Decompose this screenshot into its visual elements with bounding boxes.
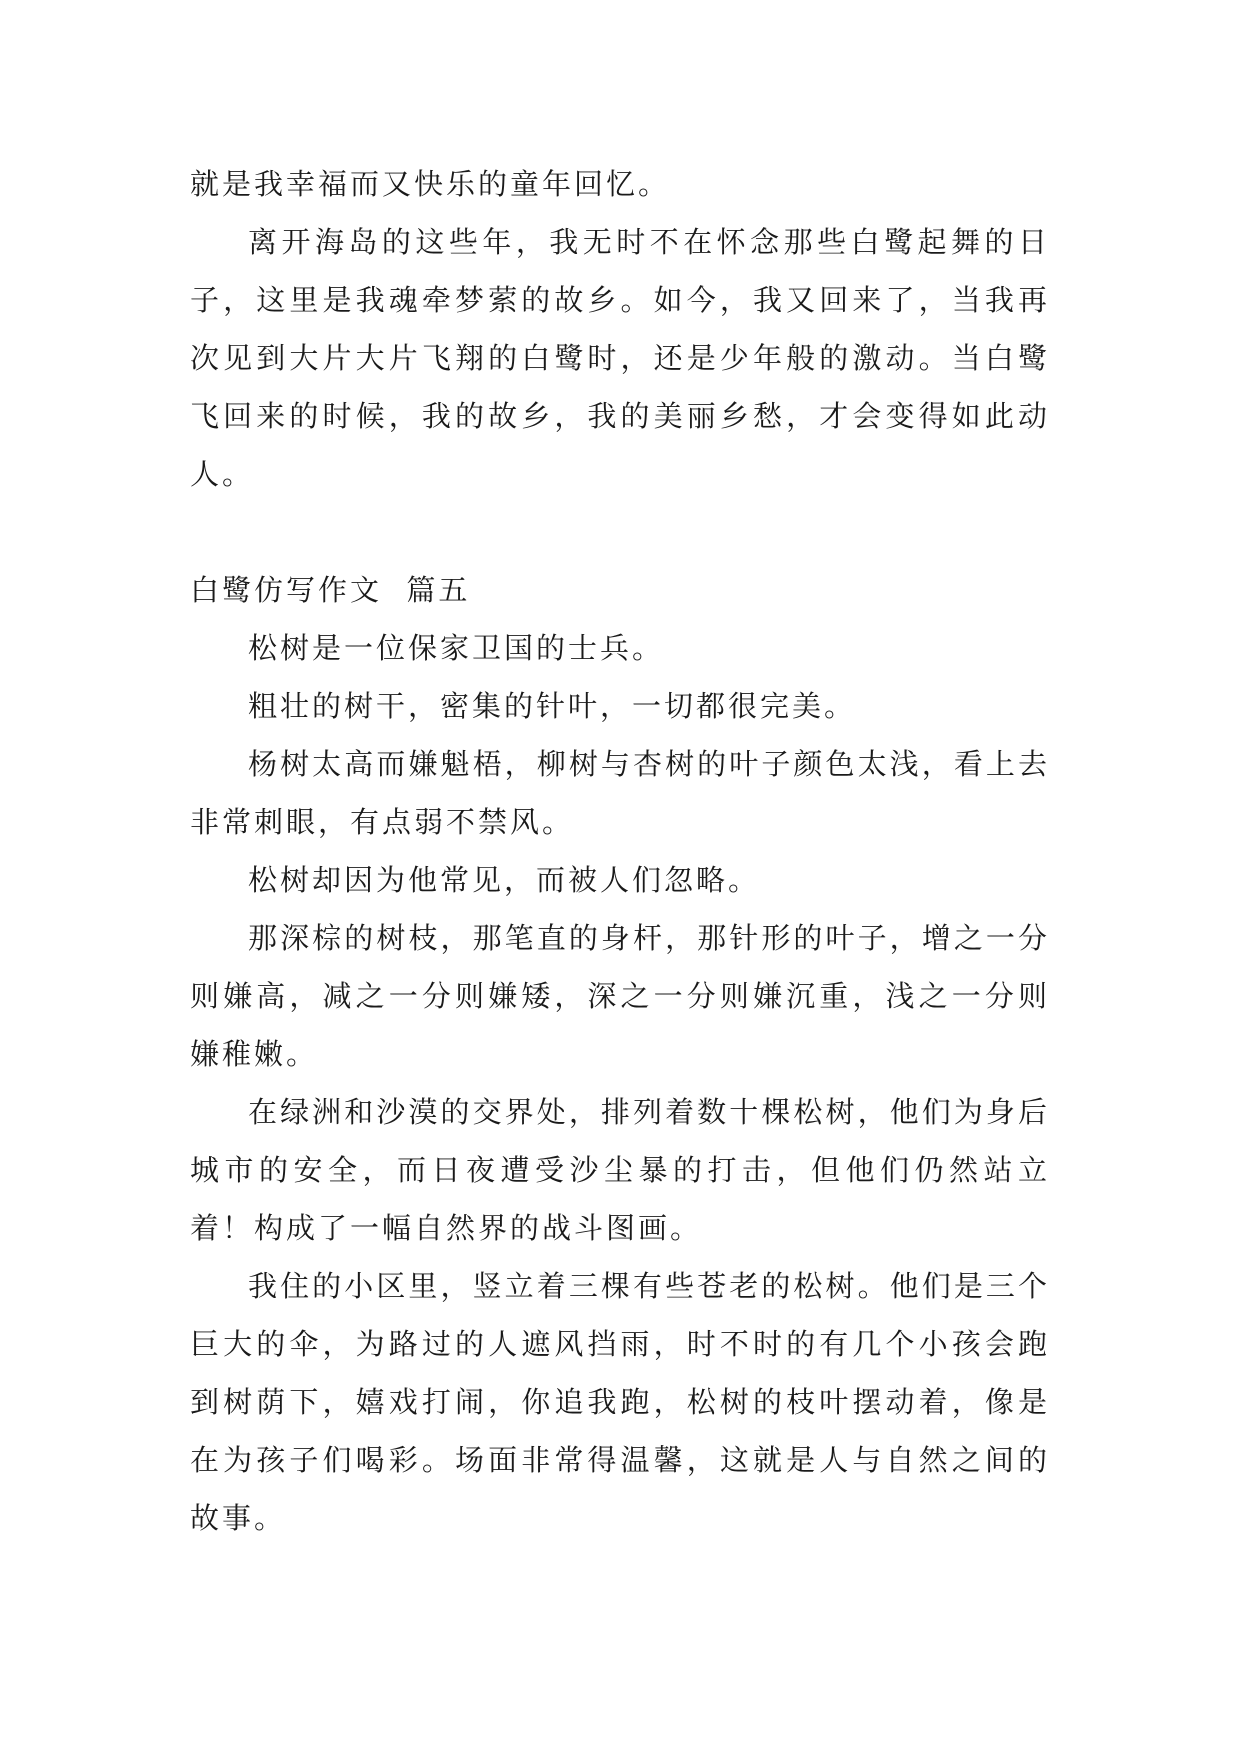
paragraph-pine-ignored: 松树却因为他常见，而被人们忽略。 [248,863,761,897]
document-page [190,155,1050,1547]
paragraph-pine-description: 那深棕的树枝，那笔直的身杆，那针形的叶子，增之一分则嫌高，减之一分则嫌矮，深之一分则嫌沉重，浅之一分则嫌稚嫩。 [190,921,1050,1071]
paragraph-homesick-egrets: 离开海岛的这些年，我无时不在怀念那些白鹭起舞的日子，这里是我魂牵梦萦的故乡。如今，我又回来了，当我再次见到大片大片飞翔的白鹭时，还是少年般的激动。当白鹭飞回来的时候，我的故乡，我的美丽乡愁，才会变得如此动人。 [190,225,1050,491]
continuation-paragraph: 就是我幸福而又快乐的童年回忆。 [190,167,671,201]
paragraph-poplar-willow: 杨树太高而嫌魁梧，柳树与杏树的叶子颜色太浅，看上去非常刺眼，有点弱不禁风。 [190,747,1050,839]
paragraph-oasis-desert: 在绿洲和沙漠的交界处，排列着数十棵松树，他们为身后城市的安全，而日夜遭受沙尘暴的打击，但他们仍然站立着！构成了一幅自然界的战斗图画。 [190,1095,1050,1245]
section-heading: 白鹭仿写作文 篇五 [190,573,471,607]
paragraph-neighborhood-pines: 我住的小区里，竖立着三棵有些苍老的松树。他们是三个巨大的伞，为路过的人遮风挡雨，时不时的有几个小孩会跑到树荫下，嬉戏打闹，你追我跑，松树的枝叶摆动着，像是在为孩子们喝彩。场面非常得温馨，这就是人与自然之间的故事。 [190,1269,1050,1535]
paragraph-pine-trunk: 粗壮的树干，密集的针叶，一切都很完美。 [248,689,857,723]
paragraph-pine-soldier: 松树是一位保家卫国的士兵。 [248,631,665,665]
